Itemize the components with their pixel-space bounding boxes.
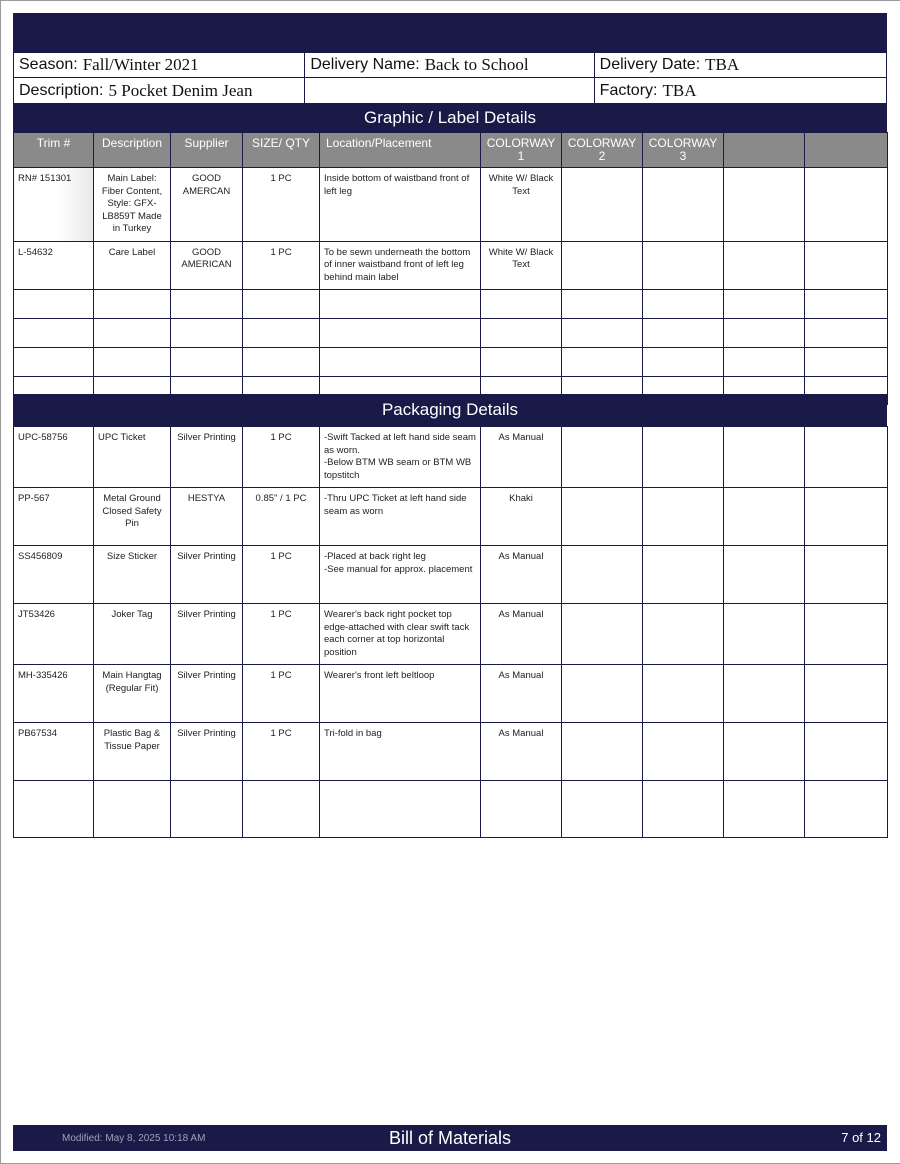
blank-cell <box>305 78 594 103</box>
season-label: Season: <box>19 56 78 73</box>
supplier: HESTYA <box>171 488 243 546</box>
size-qty: 1 PC <box>243 723 320 781</box>
description-cell <box>14 78 305 103</box>
item-description: Plastic Bag & Tissue Paper <box>94 723 171 781</box>
size-qty: 1 PC <box>243 168 320 242</box>
graphic-label-table <box>13 132 888 405</box>
trim-number: UPC-58756 <box>14 427 94 488</box>
supplier: Silver Printing <box>171 723 243 781</box>
table-header-row <box>14 133 888 168</box>
delivery-date-value: TBA <box>705 55 740 74</box>
extra-cell <box>724 241 805 290</box>
size-qty: 1 PC <box>243 665 320 723</box>
graphic-section-title: Graphic / Label Details <box>13 104 887 132</box>
trim-number: MH-335426 <box>14 665 94 723</box>
location: Wearer's back right pocket top edge-attached with clear swift tack each corner at top horizontal position <box>320 604 481 665</box>
colorway-1: As Manual <box>481 723 562 781</box>
location: -Thru UPC Ticket at left hand side seam as worn <box>320 488 481 546</box>
location: To be sewn underneath the bottom of inner waistband front of left leg behind main label <box>320 241 481 290</box>
table-row <box>14 241 888 290</box>
col-header-location: Location/Placement <box>320 133 481 168</box>
empty-row <box>14 290 888 319</box>
colorway-1: As Manual <box>481 427 562 488</box>
table-row <box>14 427 888 488</box>
packaging-table <box>13 426 888 838</box>
delivery-name-value: Back to School <box>424 55 529 74</box>
size-qty: 0.85" / 1 PC <box>243 488 320 546</box>
modified-timestamp: Modified: May 8, 2025 10:18 AM <box>62 1133 206 1144</box>
empty-row <box>14 319 888 348</box>
item-description: Care Label <box>94 241 171 290</box>
table-row <box>14 604 888 665</box>
season-cell <box>14 53 305 77</box>
delivery-name-cell <box>305 53 594 77</box>
info-row-season <box>13 52 887 78</box>
trim-number: L-54632 <box>14 241 94 290</box>
trim-number: SS456809 <box>14 546 94 604</box>
delivery-name-label: Delivery Name: <box>310 56 420 73</box>
item-description: Joker Tag <box>94 604 171 665</box>
trim-number: RN# 151301 <box>14 168 94 242</box>
size-qty: 1 PC <box>243 546 320 604</box>
item-description: Main Label: Fiber Content, Style: GFX-LB859T Made in Turkey <box>94 168 171 242</box>
empty-row <box>14 348 888 377</box>
location: Wearer's front left beltloop <box>320 665 481 723</box>
col-header-colorway-3: COLORWAY 3 <box>643 133 724 168</box>
col-header-colorway-2: COLORWAY 2 <box>562 133 643 168</box>
col-header-supplier: Supplier <box>171 133 243 168</box>
description-value: 5 Pocket Denim Jean <box>108 80 253 100</box>
colorway-1: As Manual <box>481 604 562 665</box>
colorway-1: As Manual <box>481 546 562 604</box>
item-description: Main Hangtag (Regular Fit) <box>94 665 171 723</box>
col-header-size-qty: SIZE/ QTY <box>243 133 320 168</box>
factory-value: TBA <box>662 80 697 100</box>
colorway-2 <box>562 241 643 290</box>
colorway-1: White W/ Black Text <box>481 168 562 242</box>
packaging-section-title: Packaging Details <box>13 394 887 426</box>
table-row <box>14 168 888 242</box>
size-qty: 1 PC <box>243 604 320 665</box>
item-description: Size Sticker <box>94 546 171 604</box>
supplier: Silver Printing <box>171 427 243 488</box>
location: -Swift Tacked at left hand side seam as worn. -Below BTM WB seam or BTM WB topstitch <box>320 427 481 488</box>
supplier: Silver Printing <box>171 665 243 723</box>
supplier: Silver Printing <box>171 546 243 604</box>
colorway-3 <box>643 241 724 290</box>
footer-bar <box>13 1125 887 1151</box>
supplier: Silver Printing <box>171 604 243 665</box>
colorway-2 <box>562 168 643 242</box>
col-header-trim: Trim # <box>14 133 94 168</box>
trim-number: PP-567 <box>14 488 94 546</box>
delivery-date-label: Delivery Date: <box>599 56 701 73</box>
item-description: UPC Ticket <box>94 427 171 488</box>
colorway-1: As Manual <box>481 665 562 723</box>
description-label: Description: <box>19 81 104 99</box>
extra-cell <box>724 168 805 242</box>
location: Inside bottom of waistband front of left leg <box>320 168 481 242</box>
table-row <box>14 665 888 723</box>
extra-cell <box>805 241 888 290</box>
table-row <box>14 723 888 781</box>
supplier: GOOD AMERCAN <box>171 168 243 242</box>
trim-number: PB67534 <box>14 723 94 781</box>
table-row <box>14 488 888 546</box>
colorway-3 <box>643 168 724 242</box>
location: -Placed at back right leg -See manual for approx. placement <box>320 546 481 604</box>
colorway-1: White W/ Black Text <box>481 241 562 290</box>
size-qty: 1 PC <box>243 241 320 290</box>
document-title: Bill of Materials <box>388 1128 512 1148</box>
delivery-date-cell <box>595 53 886 77</box>
size-qty: 1 PC <box>243 427 320 488</box>
col-header-extra-2 <box>805 133 888 168</box>
col-header-description: Description <box>94 133 171 168</box>
page-number: 7 of 12 <box>841 1130 881 1145</box>
info-row-description <box>13 78 887 104</box>
table-row <box>14 546 888 604</box>
factory-label: Factory: <box>599 81 658 99</box>
empty-row <box>14 781 888 838</box>
col-header-colorway-1: COLORWAY 1 <box>481 133 562 168</box>
top-header-band <box>13 13 887 53</box>
extra-cell <box>805 168 888 242</box>
location: Tri-fold in bag <box>320 723 481 781</box>
factory-cell <box>595 78 886 103</box>
supplier: GOOD AMERICAN <box>171 241 243 290</box>
colorway-1: Khaki <box>481 488 562 546</box>
trim-number: JT53426 <box>14 604 94 665</box>
item-description: Metal Ground Closed Safety Pin <box>94 488 171 546</box>
col-header-extra-1 <box>724 133 805 168</box>
season-value: Fall/Winter 2021 <box>82 55 199 74</box>
